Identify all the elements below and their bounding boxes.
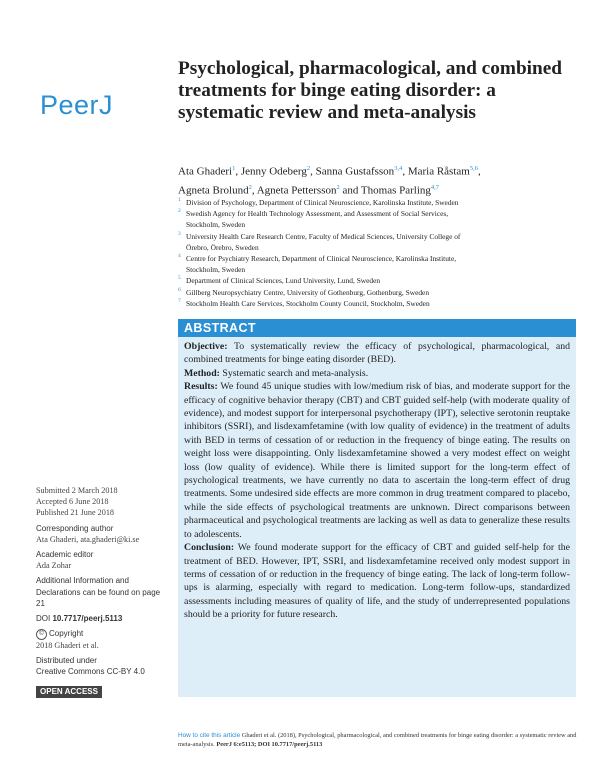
author-affil-ref: 5,6 bbox=[469, 165, 478, 172]
affiliation-text: Stockholm, Sweden bbox=[186, 220, 246, 230]
method-label: Method: bbox=[184, 367, 220, 379]
affiliation-list bbox=[178, 197, 578, 309]
dates-block bbox=[36, 485, 171, 519]
open-access-label: OPEN ACCESS bbox=[40, 687, 98, 696]
affiliation-text: Swedish Agency for Health Technology Assessment, and Assessment of Social Services, bbox=[186, 209, 449, 219]
affiliation-number: 2 bbox=[178, 208, 181, 215]
abstract-results bbox=[178, 380, 576, 541]
author-list bbox=[178, 161, 578, 199]
conclusion-text: We found moderate support for the efficacy of CBT and guided self-help for the treatment of BED. However, IPT, SSRI, and lisdexamfetamine received only modest support in terms of cessation of or reduction in the frequency of binge eating. The lack of long-term follow-ups is alarming, especially with regard to medication. Long-term follow-ups, standardized assessments including measures of quality of life, and the study of underrepresented populations should be a priority for future research. bbox=[184, 542, 570, 621]
citation-lead: How to cite this article bbox=[178, 732, 241, 739]
affiliation-text: Division of Psychology, Department of Clinical Neuroscience, Karolinska Institute, Sweden bbox=[186, 198, 459, 207]
author-name[interactable]: Thomas Parling bbox=[360, 184, 431, 197]
academic-editor-label: Academic editor bbox=[36, 550, 94, 560]
affiliation-item bbox=[178, 298, 578, 309]
author-separator: , bbox=[251, 184, 255, 197]
citation-journal[interactable]: PeerJ 6:e5113; DOI 10.7717/peerj.5113 bbox=[216, 741, 323, 748]
abstract-body bbox=[178, 337, 576, 697]
published-date: Published 21 June 2018 bbox=[36, 508, 115, 518]
article-sidebar bbox=[36, 485, 171, 681]
affiliation-text: University Health Care Research Centre, Faculty of Medical Sciences, University College of bbox=[186, 231, 461, 241]
article-title: Psychological, pharmacological, and combined treatments for binge eating disorder: a systematic review and meta-analysis bbox=[178, 58, 563, 123]
affiliation-text: Stockholm, Sweden bbox=[186, 265, 246, 275]
additional-info-link[interactable]: Additional Information and Declarations can be found on page 21 bbox=[36, 576, 161, 608]
copyright-label: Copyright bbox=[49, 629, 84, 639]
author-affil-ref: 2 bbox=[248, 184, 252, 192]
license-block bbox=[36, 655, 171, 677]
affiliation-text: Gillberg Neuropsychiatry Centre, University of Gothenburg, Gothenburg, Sweden bbox=[186, 287, 430, 297]
objective-label: Objective: bbox=[184, 341, 228, 352]
objective-text: To systematically review the efficacy of psychological, pharmacological, and combined treatments for binge eating disorder (BED). bbox=[184, 341, 570, 366]
corresponding-author-label: Corresponding author bbox=[36, 523, 114, 533]
affiliation-text: Department of Clinical Sciences, Lund University, Lund, Sweden bbox=[186, 276, 381, 286]
conclusion-label: Conclusion: bbox=[184, 542, 235, 554]
academic-editor-block bbox=[36, 549, 171, 571]
affiliation-item bbox=[178, 287, 578, 298]
affiliation-number: 6 bbox=[178, 286, 181, 293]
author-separator: and bbox=[339, 184, 359, 197]
academic-editor-value: Ada Zohar bbox=[36, 561, 72, 571]
citation-footer bbox=[178, 731, 578, 749]
affiliation-text: Centre for Psychiatry Research, Department of Clinical Neuroscience, Karolinska Institute, bbox=[186, 254, 457, 264]
method-text: Systematic search and meta-analysis. bbox=[219, 367, 369, 379]
submitted-date: Submitted 2 March 2018 bbox=[36, 486, 118, 495]
author-name[interactable]: Agneta Brolund bbox=[178, 184, 249, 197]
results-text: We found 45 unique studies with low/medium risk of bias, and moderate support for the efficacy of cognitive behavior therapy (CBT) and CBT guided self-help (with moderate quality of evidence), and modest support for interpersonal psychotherapy (IPT), selective serotonin reuptake inhibitors (SSRI), and lisdexamfetamine (with low quality of evidence) in the treatment of adults with BED in terms of cessation of or reduction in the frequency of binge eating. The results on weight loss were disappointing. Only lisdexamfetamine showed a very modest effect on weight loss (low quality of evidence). While there is limited support for the long-term effect of psychological treatments, we have currently no data to ascertain the long-term effect of drug treatments. Some undesired side effects are more common in drug treatment compared to placebo, while the side effects of psychological treatments are unknown. Direct comparisons between pharmaceutical and psychological treatments are lacking as well as data to generalize these results to adolescents. bbox=[184, 381, 570, 540]
affiliation-item bbox=[178, 275, 578, 286]
author-separator: , bbox=[235, 165, 239, 178]
affiliation-number: 5 bbox=[178, 275, 181, 282]
peerj-logo bbox=[40, 90, 140, 124]
author-line-1 bbox=[178, 161, 578, 180]
copyright-block bbox=[36, 628, 171, 651]
copyright-icon: © bbox=[36, 629, 47, 640]
affiliation-text: Stockholm Health Care Services, Stockholm County Council, Stockholm, Sweden bbox=[186, 298, 430, 308]
affiliation-item bbox=[178, 253, 578, 275]
corresponding-author-block bbox=[36, 523, 171, 545]
affiliation-item bbox=[178, 197, 578, 208]
copyright-value: 2018 Ghaderi et al. bbox=[36, 640, 99, 650]
logo-text: PeerJ bbox=[40, 90, 114, 120]
abstract-method bbox=[178, 367, 576, 380]
doi-link[interactable]: 10.7717/peerj.5113 bbox=[52, 614, 123, 624]
license-link[interactable]: Creative Commons CC-BY 4.0 bbox=[36, 667, 145, 677]
affiliation-number: 3 bbox=[178, 230, 181, 237]
abstract-objective bbox=[178, 337, 576, 367]
affiliation-number: 7 bbox=[178, 297, 181, 304]
author-affil-ref: 2 bbox=[306, 165, 311, 172]
abstract-conclusion bbox=[178, 541, 576, 621]
affiliation-item bbox=[178, 231, 578, 253]
affiliation-item bbox=[178, 208, 578, 230]
author-name[interactable]: Agneta Pettersson bbox=[256, 184, 337, 197]
doi-label: DOI bbox=[36, 614, 51, 624]
distributed-label: Distributed under bbox=[36, 655, 97, 665]
corresponding-author-value[interactable]: Ata Ghaderi, ata.ghaderi@ki.se bbox=[36, 534, 140, 544]
abstract-heading-bar bbox=[178, 319, 576, 337]
abstract-heading: ABSTRACT bbox=[184, 321, 256, 335]
author-name[interactable]: Ata Ghaderi bbox=[178, 165, 233, 178]
author-name[interactable]: Maria Råstam bbox=[407, 165, 470, 178]
affiliation-number: 1 bbox=[178, 197, 181, 203]
author-separator: , bbox=[310, 165, 313, 178]
doi-block bbox=[36, 613, 171, 624]
author-separator: , bbox=[477, 165, 481, 178]
author-affil-ref: 4,7 bbox=[430, 184, 440, 192]
affiliation-text: Örebro, Örebro, Sweden bbox=[186, 242, 259, 252]
author-name[interactable]: Jenny Odeberg bbox=[240, 165, 307, 178]
open-access-badge bbox=[36, 686, 102, 698]
author-affil-ref: 1 bbox=[232, 165, 236, 172]
results-label: Results: bbox=[184, 381, 218, 393]
affiliation-number: 4 bbox=[178, 253, 181, 260]
author-affil-ref: 2 bbox=[336, 184, 340, 192]
author-affil-ref: 3,4 bbox=[394, 165, 403, 172]
citation-text: Ghaderi et al. (2018), Psychological, pharmacological, and combined treatments for binge eating disorder: a systematic review and meta-analysis. bbox=[178, 732, 577, 748]
author-name[interactable]: Sanna Gustafsson bbox=[315, 165, 395, 178]
author-separator: , bbox=[402, 165, 406, 178]
accepted-date: Accepted 6 June 2018 bbox=[36, 497, 109, 507]
